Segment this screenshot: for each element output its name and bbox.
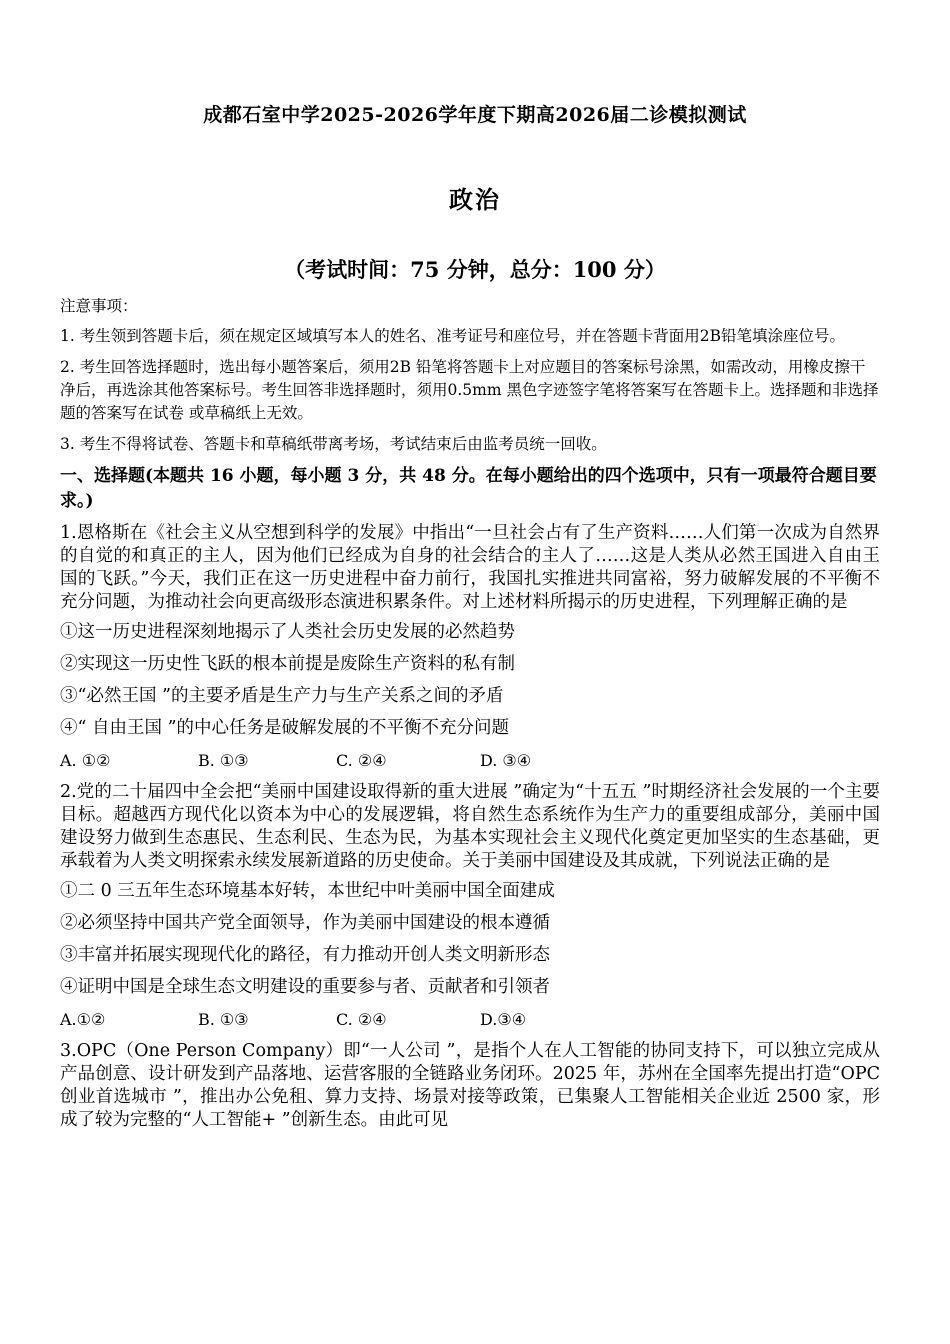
question-1-stem: 1.恩格斯在《社会主义从空想到科学的发展》中指出“一旦社会占有了生产资料……人们第一次成为自然界的自觉的和真正的主人，因为他们已经成为自身的社会结合的主人了……这是人类从必然王国进入自由王国的飞跃。”今天，我们正在这一历史进程中奋力前行，我国扎实推进共同富裕，努力破解发展的不平衡不充分问题，为推动社会向更高级形态演进积累条件。对上述材料所揭示的历史进程，下列理解正确的是 — [60, 523, 880, 612]
note-item: 2. 考生回答选择题时，选出每小题答案后，须用2B 铅笔将答题卡上对应题目的答案标号涂黑，如需改动，用橡皮擦干净后，再选涂其他答案标号。考生回答非选择题时，须用0.5mm 黑色字迹签字笔将答案写在答题卡上。选择题和非选择题的答案写在试卷 或草稿纸上无效。 — [60, 358, 879, 422]
choice-a: A.①② — [60, 1010, 106, 1029]
question-2-option: ③丰富并拓展实现现代化的路径，有力推动开创人类文明新形态 — [60, 945, 550, 965]
exam-title: 成都石室中学2025-2026学年度下期高2026届二诊模拟测试 — [203, 104, 747, 126]
exam-body — [60, 295, 880, 1139]
question-1-option: ③“必然王国 ”的主要矛盾是生产力与生产关系之间的矛盾 — [60, 686, 504, 706]
question-2-option: ④证明中国是全球生态文明建设的重要参与者、贡献者和引领者 — [60, 977, 550, 997]
choice-d: D. ③④ — [480, 751, 532, 770]
choice-b: B. ①③ — [198, 1010, 249, 1029]
notes-title: 注意事项： — [60, 297, 138, 315]
question-2-stem: 2.党的二十届四中全会把“美丽中国建设取得新的重大进展 ”确定为“十五五 ”时期经济社会发展的一个主要目标。超越西方现代化以资本为中心的发展逻辑，将自然生态系统作为生产力的重要组成部分，美丽中国建设努力做到生态惠民、生态利民、生态为民，为基本实现社会主义现代化奠定更加坚实的生态基础，更承载着为人类文明探索永续发展新道路的历史使命。关于美丽中国建设及其成就，下列说法正确的是 — [60, 782, 880, 871]
question-3-stem: 3.OPC（One Person Company）即“一人公司 ”，是指个人在人工智能的协同支持下，可以独立完成从产品创意、设计研发到产品落地、运营客服的全链路业务闭环。2025 年，苏州在全国率先提出打造“OPC 创业首选城市 ”，推出办公免租、算力支持、场景对接等政策，已集聚人工智能相关企业近 2500 家，形成了较为完整的“人工智能+ ”创新生态。由此可见 — [60, 1041, 880, 1130]
question-2-option: ②必须坚持中国共产党全面领导，作为美丽中国建设的根本遵循 — [60, 913, 550, 933]
question-1-option: ④“ 自由王国 ”的中心任务是破解发展的不平衡不充分问题 — [60, 718, 510, 738]
choice-a: A. ①② — [60, 751, 111, 770]
choice-c: C. ②④ — [336, 751, 387, 770]
question-1-choices — [60, 749, 880, 772]
question-2-option: ①二 0 三五年生态环境基本好转，本世纪中叶美丽中国全面建成 — [60, 881, 555, 901]
question-1-option: ①这一历史进程深刻地揭示了人类社会历史发展的必然趋势 — [60, 622, 515, 642]
subject-title: 政治 — [449, 185, 501, 214]
question-2-choices — [60, 1008, 880, 1031]
question-1-option: ②实现这一历史性飞跃的根本前提是废除生产资料的私有制 — [60, 654, 515, 674]
choice-b: B. ①③ — [198, 751, 249, 770]
section-heading: 一、选择题(本题共 16 小题，每小题 3 分，共 48 分。在每小题给出的四个选项中，只有一项最符合题目要求。) — [60, 466, 877, 511]
note-item: 1. 考生领到答题卡后，须在规定区域填写本人的姓名、准考证号和座位号，并在答题卡背面用2B铅笔填涂座位号。 — [60, 327, 845, 345]
note-item: 3. 考生不得将试卷、答题卡和草稿纸带离考场，考试结束后由监考员统一回收。 — [60, 435, 607, 453]
choice-d: D.③④ — [480, 1010, 527, 1029]
exam-info: （考试时间：75 分钟，总分：100 分） — [284, 257, 666, 282]
choice-c: C. ②④ — [336, 1010, 387, 1029]
